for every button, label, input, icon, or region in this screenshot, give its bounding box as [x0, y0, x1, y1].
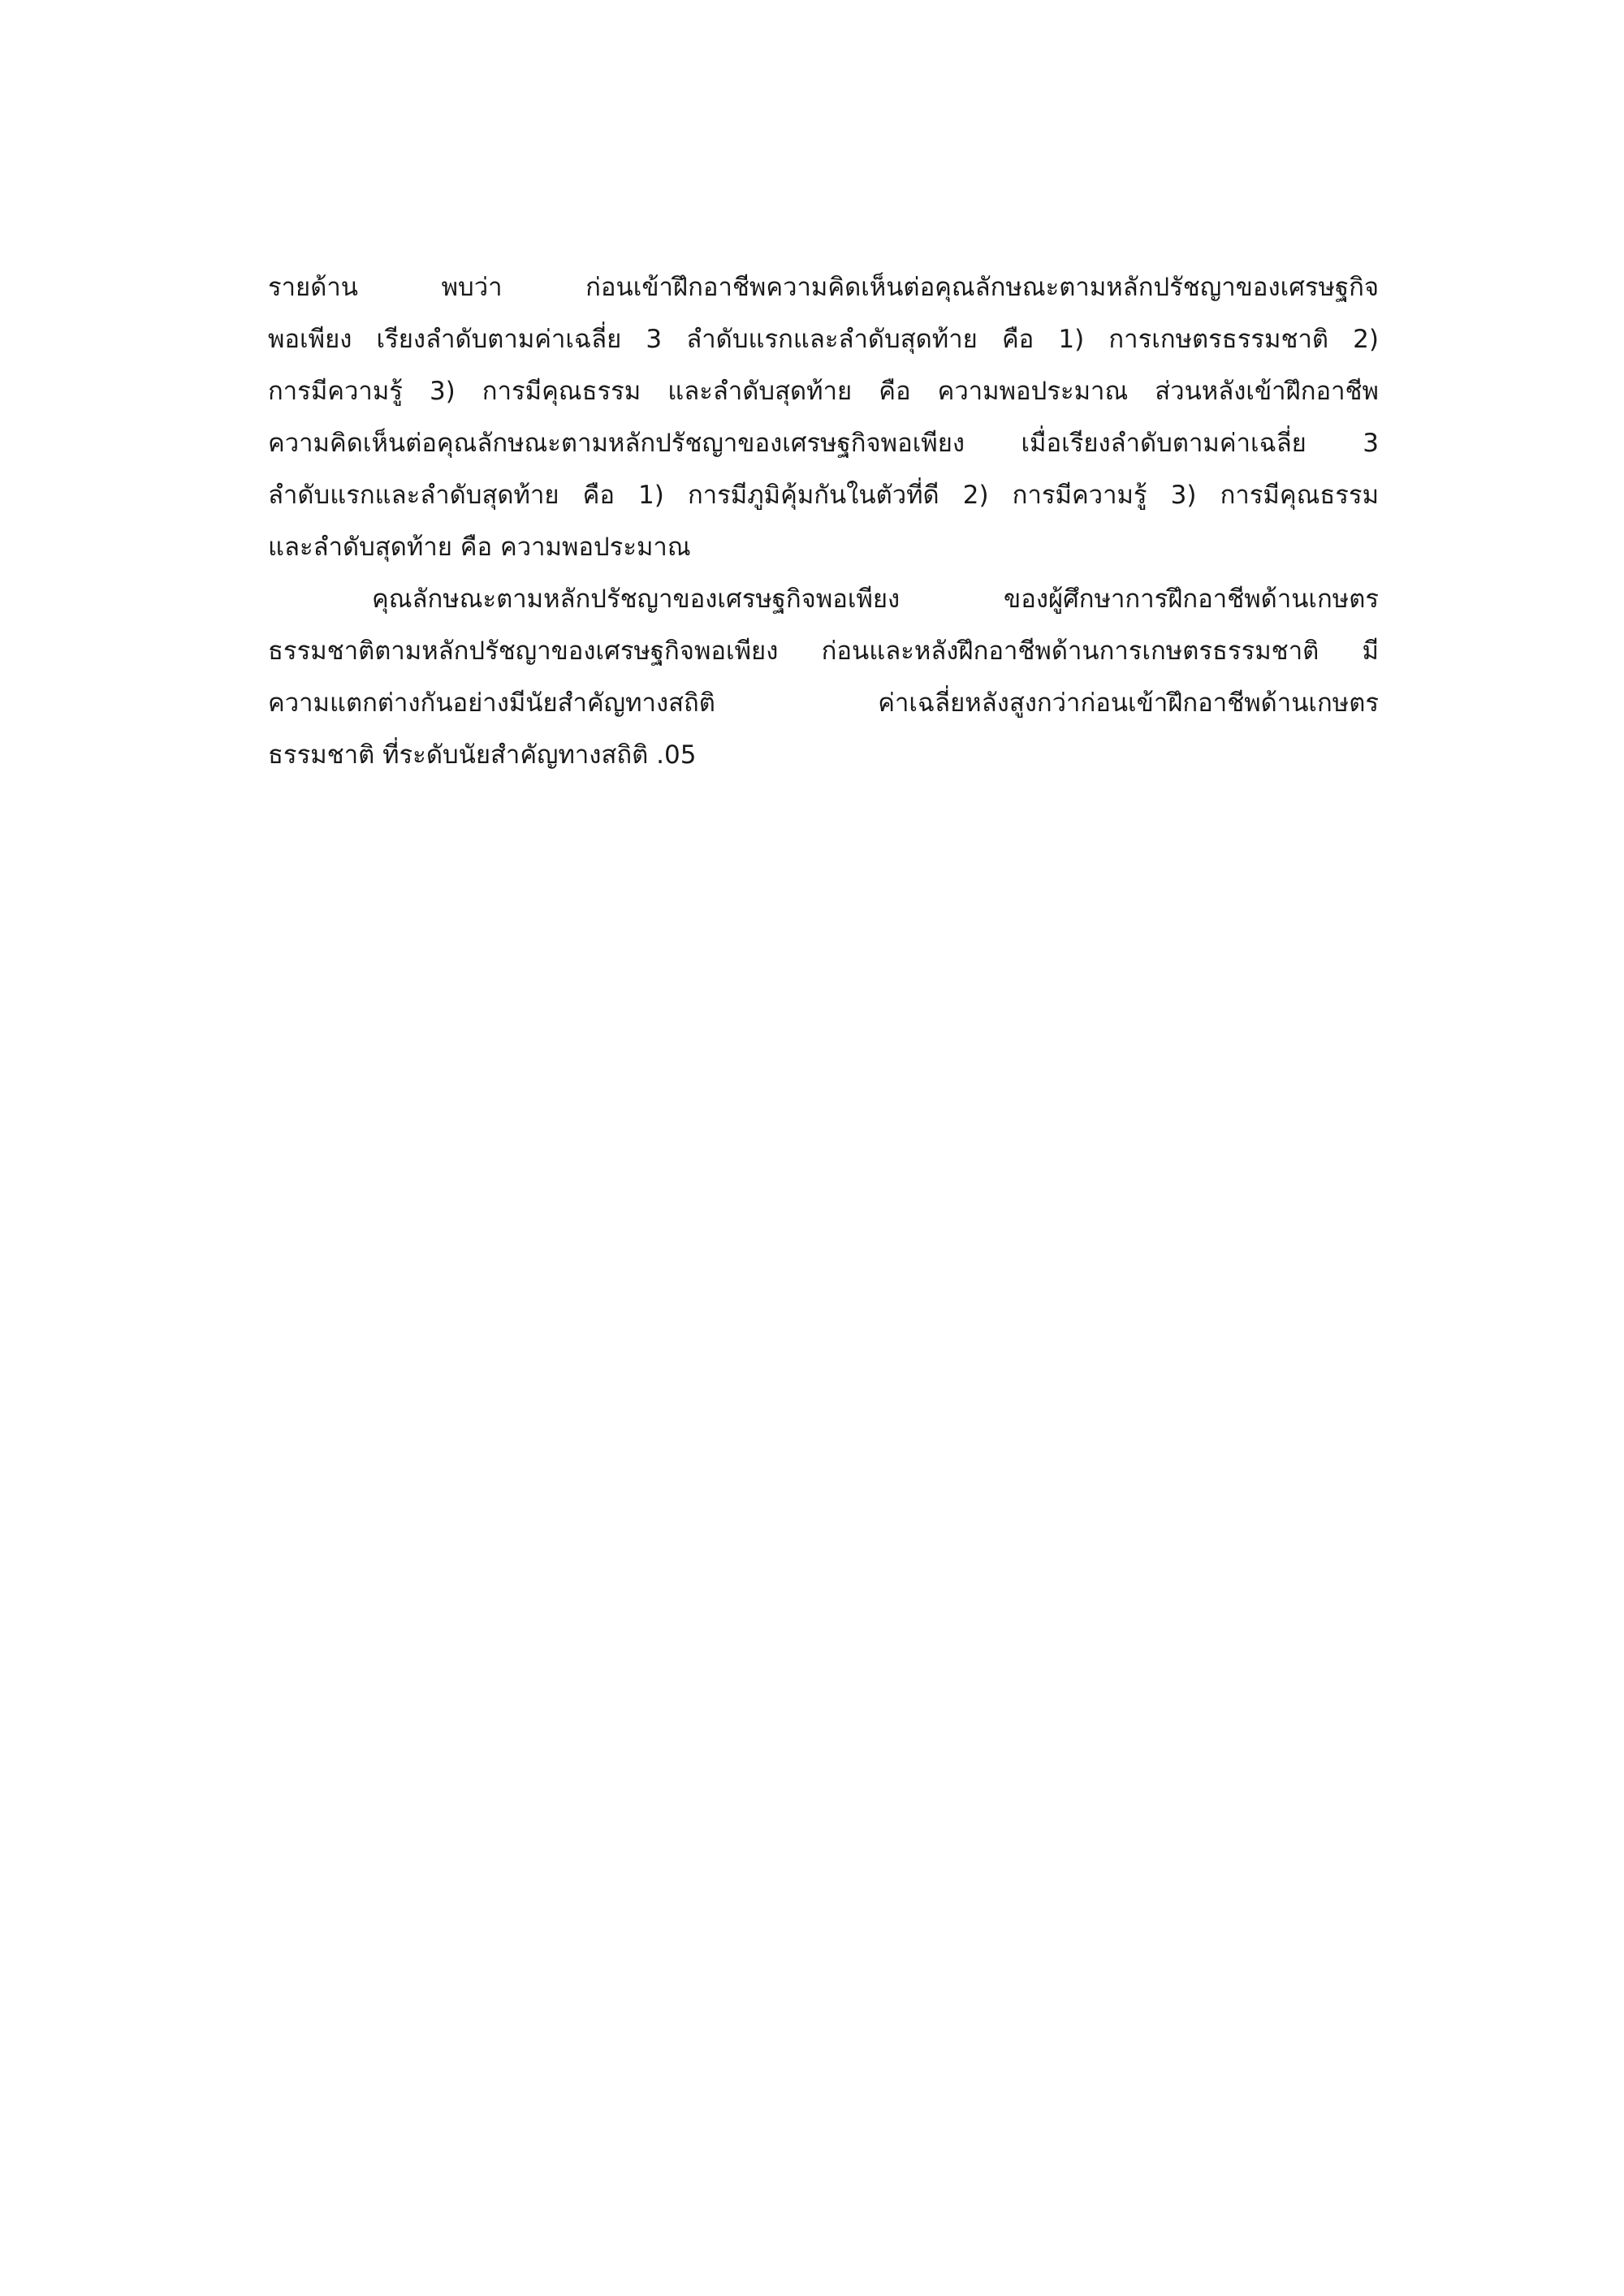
paragraph-line: ธรรมชาติตามหลักปรัชญาของเศรษฐกิจพอเพียง ก่อนและหลังฝึกอาชีพด้านการเกษตรธรรมชาติ มี [268, 637, 1379, 666]
paragraph-line: คุณลักษณะตามหลักปรัชญาของเศรษฐกิจพอเพียง ของผู้ศึกษาการฝึกอาชีพด้านเกษตร [372, 585, 1379, 614]
paragraph-1 [268, 261, 1379, 573]
paragraph-line: การมีความรู้ 3) การมีคุณธรรม และลำดับสุดท้าย คือ ความพอประมาณ ส่วนหลังเข้าฝึกอาชีพ [268, 377, 1379, 406]
body-text [268, 261, 1379, 781]
paragraph-2 [268, 573, 1379, 781]
paragraph-line: พอเพียง เรียงลำดับตามค่าเฉลี่ย 3 ลำดับแรกและลำดับสุดท้าย คือ 1) การเกษตรธรรมชาติ 2) [268, 325, 1379, 354]
paragraph-line: ความคิดเห็นต่อคุณลักษณะตามหลักปรัชญาของเศรษฐกิจพอเพียง เมื่อเรียงลำดับตามค่าเฉลี่ย 3 [268, 429, 1379, 458]
paragraph-line: และลำดับสุดท้าย คือ ความพอประมาณ [268, 533, 691, 562]
paragraph-line: ลำดับแรกและลำดับสุดท้าย คือ 1) การมีภูมิคุ้มกันในตัวที่ดี 2) การมีความรู้ 3) การมีคุณธรรม [268, 481, 1379, 510]
paragraph-line: ธรรมชาติ ที่ระดับนัยสำคัญทางสถิติ .05 [268, 740, 697, 770]
paragraph-line: รายด้าน พบว่า ก่อนเข้าฝึกอาชีพความคิดเห็นต่อคุณลักษณะตามหลักปรัชญาของเศรษฐกิจ [268, 273, 1379, 302]
paragraph-line: ความแตกต่างกันอย่างมีนัยสำคัญทางสถิติ ค่าเฉลี่ยหลังสูงกว่าก่อนเข้าฝึกอาชีพด้านเกษตร [268, 688, 1379, 718]
